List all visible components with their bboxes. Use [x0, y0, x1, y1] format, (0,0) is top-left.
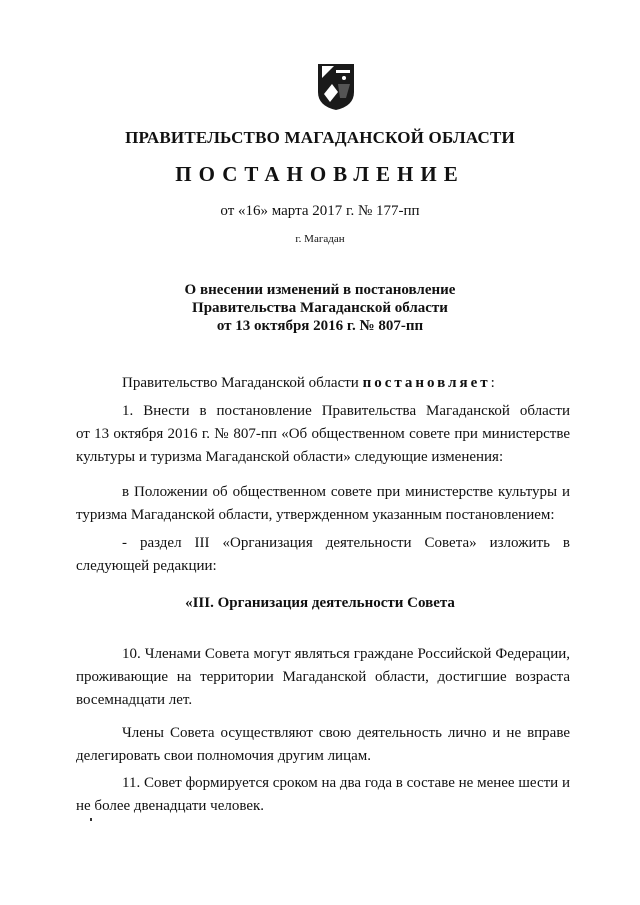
paragraph-line: от 13 октября 2016 г. № 807-пп «Об общественном совете при министерстве	[76, 426, 570, 442]
coat-of-arms-emblem	[316, 62, 356, 112]
document-type: ПОСТАНОВЛЕНИЕ	[175, 162, 465, 186]
document-title	[0, 281, 640, 335]
paragraph-10b	[76, 722, 570, 768]
paragraph-line: 1. Внести в постановление Правительства Магаданской области	[122, 403, 570, 419]
organization-name: ПРАВИТЕЛЬСТВО МАГАДАНСКОЙ ОБЛАСТИ	[125, 128, 515, 147]
paragraph-line: делегировать свои полномочия другим лицам.	[76, 748, 372, 764]
paragraph-line: в Положении об общественном совете при министерстве культуры и	[122, 484, 570, 500]
paragraph-line: туризма Магаданской области, утвержденном указанным постановлением:	[76, 507, 555, 523]
document-date-number: от «16» марта 2017 г. № 177-пп	[220, 203, 420, 219]
paragraph-3	[76, 532, 570, 578]
paragraph-line: - раздел III «Организация деятельности Совета» изложить в	[122, 535, 570, 551]
title-line: от 13 октября 2016 г. № 807-пп	[216, 318, 424, 334]
paragraph-line: проживающие на территории Магаданской области, достигшие возраста	[76, 669, 570, 685]
paragraph-line: следующей редакции:	[76, 558, 217, 574]
preamble-colon: :	[490, 375, 495, 391]
paragraph-2	[76, 481, 570, 527]
preamble	[76, 372, 570, 395]
preamble-text: Правительство Магаданской области	[122, 375, 359, 391]
paragraph-line: не более двенадцати человек.	[76, 798, 265, 814]
paragraph-1	[76, 400, 570, 469]
paragraph-line: 11. Совет формируется сроком на два года в составе не менее шести и	[122, 775, 570, 791]
title-line: О внесении изменений в постановление	[184, 282, 456, 298]
paragraph-line: 10. Членами Совета могут являться граждане Российской Федерации,	[122, 646, 570, 662]
document-city: г. Магадан	[295, 233, 345, 245]
paragraph-11	[76, 772, 570, 818]
section-title: «III. Организация деятельности Совета	[185, 595, 455, 611]
paragraph-line: культуры и туризма Магаданской области» следующие изменения:	[76, 449, 504, 465]
paragraph-line: восемнадцати лет.	[76, 692, 193, 708]
paragraph-10	[76, 643, 570, 712]
preamble-verb: постановляет	[362, 375, 491, 391]
title-line: Правительства Магаданской области	[192, 300, 448, 316]
paragraph-line: Члены Совета осуществляют свою деятельность лично и не вправе	[122, 725, 570, 741]
scan-speck	[90, 818, 92, 821]
